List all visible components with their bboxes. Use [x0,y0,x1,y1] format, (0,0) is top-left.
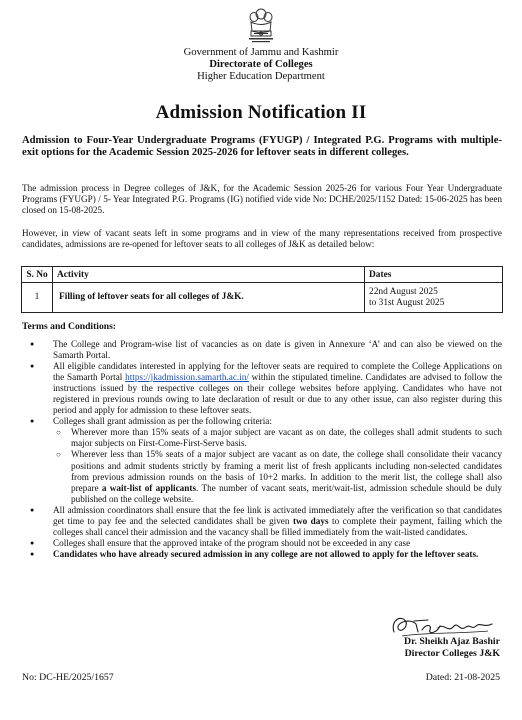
state-emblem-icon [245,7,277,45]
column-header-sno: S. No [22,267,53,283]
cell-sno: 1 [22,283,53,313]
terms-list [22,339,502,560]
list-item: ● All admission coordinators shall ensure that the fee link is activated immediately after the verification so that candidates get time to pay fee and the selected candidates shall be given two days to complete their payment, failing which the colleges shall cancel their admission and the vacancy shall be filled immediately from the wait-listed candidates. [22,505,502,538]
list-item: ○ Wherever more than 15% seats of a major subject are vacant as on date, the colleges shall admit students to such major subjects on First-Come-First-Serve basis. [53,427,502,449]
cell-activity: Filling of leftover seats for all colleges of J&K. [53,283,365,313]
criteria-sublist [53,427,502,504]
department-name: Higher Education Department [197,71,325,82]
terms-heading: Terms and Conditions: [22,321,117,332]
notification-title: Admission Notification II [155,102,367,123]
list-item: ● Candidates who have already secured admission in any college are not allowed to apply for the leftover seats. [22,549,502,560]
list-item: ● All eligible candidates interested in applying for the leftover seats are required to complete the College Applications on the Samarth Portal https://jkadmission.samarth.ac.in/ within the stipulated timeline. Candidates are advised to follow the instructions issued by the respective colleges on their college websites before applying. Candidates who have not registered in previous rounds owing to late declaration of result or due to any other issue, can also register during this period and apply for admission to these leftover seats. [22,361,502,416]
signatory-name: Dr. Sheikh Ajaz Bashir [404,636,500,647]
paragraph-reopened: However, in view of vacant seats left in some programs and in view of the many representations received from prospective candidates, admissions are re-opened for leftover seats to all colleges of J&K as detailed below: [22,228,502,249]
cell-dates [365,283,503,313]
list-item: ● Colleges shall ensure that the approved intake of the program should not be exceeded in any case [22,538,502,549]
column-header-activity: Activity [53,267,365,283]
table-header-row [22,267,503,283]
government-name: Government of Jammu and Kashmir [183,47,339,58]
samarth-portal-link[interactable]: https://jkadmission.samarth.ac.in/ [125,372,249,383]
list-item: ○ Wherever less than 15% seats of a major subject are vacant as on date, the college shall consolidate their vacancy positions and admit students strictly by framing a merit list of fresh applicants including non-selected candidates from previous admission rounds on the basis of 10+2 marks. In addition to the merit list, the college shall also prepare a wait-list of applicants. The number of vacant seats, merit/wait-list, admission schedule should be duly published on the college website. [53,449,502,504]
reference-number: No: DC-HE/2025/1657 [22,672,114,683]
date-to: to 31st August 2025 [369,297,445,308]
subject-line: Admission to Four-Year Undergraduate Programs (FYUGP) / Integrated P.G. Programs with multiple-exit options for the Academic Session 2025-2026 for leftover seats in different colleges. [22,135,502,159]
directorate-name: Directorate of Colleges [209,59,313,70]
activity-table [21,266,503,313]
signatory-block [360,636,500,660]
date-from: 22nd August 2025 [369,286,438,297]
paragraph-admission-closed: The admission process in Degree colleges of J&K, for the Academic Session 2025-26 for various Four Year Undergraduate Programs (FYUGP) / 5- Year Integrated P.G. Programs (IG) notified vide vide No: DCHE/2025/1152 Dated: 15-06-2025 has been closed on 15-08-2025. [22,183,502,215]
issue-date: Dated: 21-08-2025 [425,672,500,683]
list-item: ● Colleges shall grant admission as per the following criteria: ○ Wherever more than 15% seats of a major subject are vacant as on date, the colleges shall admit students to such major subjects on First-Come-First-Serve basis. ○ Wherever less than 15% seats of a major subject are vacant as on date, the college shall consolidate their vacancy positions and admit students strictly by framing a merit list of fresh applicants including non-selected candidates from previous admission rounds on the basis of 10+2 marks. In addition to the merit list, the college shall also prepare a wait-list of applicants. The number of vacant seats, merit/wait-list, admission schedule should be duly published on the college website. [22,416,502,504]
table-row [22,283,503,313]
list-item: ● The College and Program-wise list of vacancies as on date is given in Annexure ‘A’ and can also be viewed on the Samarth Portal. [22,339,502,361]
signatory-designation: Director Colleges J&K [404,648,500,659]
column-header-dates: Dates [365,267,503,283]
